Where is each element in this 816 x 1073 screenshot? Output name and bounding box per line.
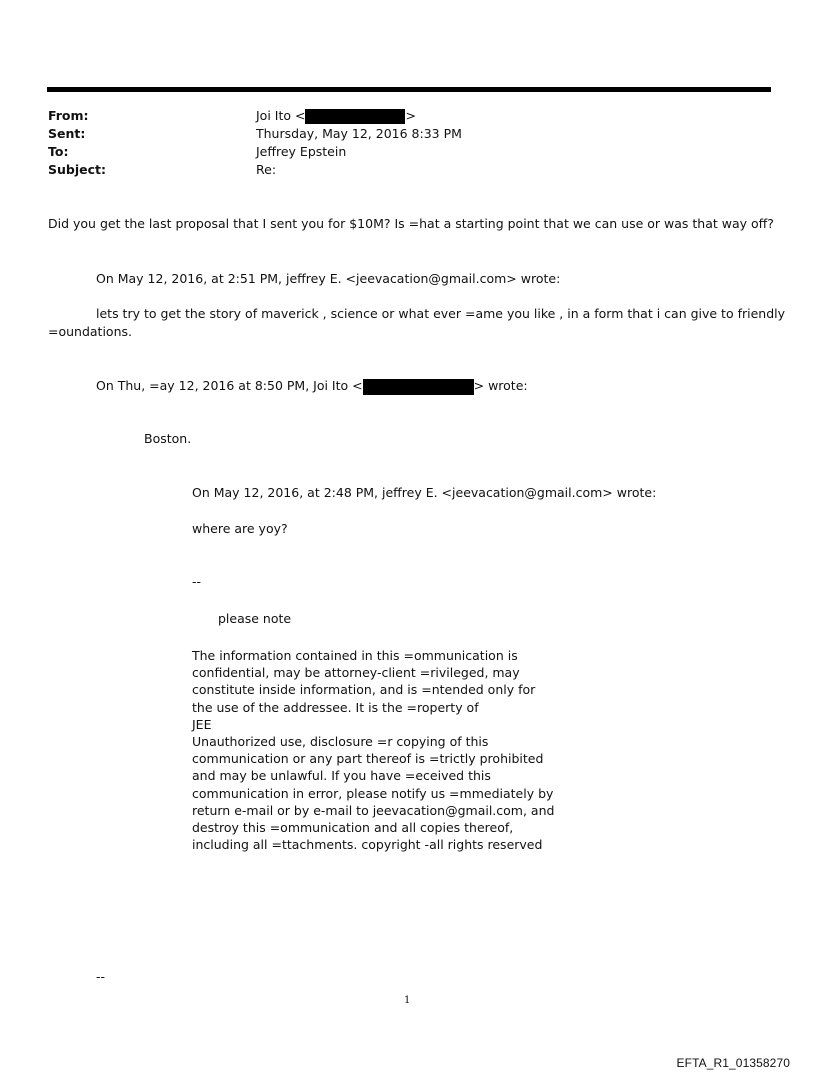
signature-separator: -- bbox=[192, 574, 202, 589]
disclaimer-line: including all =ttachments. copyright -all rights reserved bbox=[192, 837, 543, 853]
disclaimer-line: confidential, may be attorney-client =rivileged, may bbox=[192, 665, 520, 681]
please-note: please note bbox=[218, 611, 292, 626]
redaction-block bbox=[363, 379, 474, 395]
disclaimer-line: and may be unlawful. If you have =eceived this bbox=[192, 768, 491, 784]
bottom-separator: -- bbox=[96, 969, 106, 984]
header-rule bbox=[47, 87, 771, 92]
quote3-intro: On May 12, 2016, at 2:48 PM, jeffrey E. <jeevacation@gmail.com> wrote: bbox=[192, 485, 657, 500]
from-close: > bbox=[405, 108, 416, 123]
to-label: To: bbox=[48, 144, 69, 159]
disclaimer-line: constitute inside information, and is =ntended only for bbox=[192, 682, 536, 698]
quote1-text-wrap: =oundations. bbox=[48, 324, 132, 339]
from-label: From: bbox=[48, 108, 89, 123]
disclaimer-line: The information contained in this =ommunication is bbox=[192, 648, 518, 663]
document-id: EFTA_R1_01358270 bbox=[676, 1056, 790, 1070]
confidentiality-disclaimer bbox=[192, 647, 554, 853]
disclaimer-line: destroy this =ommunication and all copies thereof, bbox=[192, 820, 514, 836]
disclaimer-line: return e-mail or by e-mail to jeevacation@gmail.com, and bbox=[192, 802, 555, 818]
subject-value: Re: bbox=[256, 162, 277, 177]
quote1-text: lets try to get the story of maverick , science or what ever =ame you like , in a form that i can give to friendly bbox=[96, 306, 786, 321]
quote2-intro-end: > wrote: bbox=[473, 378, 528, 393]
body-line-1: Did you get the last proposal that I sent you for $10M? Is =hat a starting point that we can use or was that way off? bbox=[48, 216, 774, 231]
disclaimer-line: communication in error, please notify us =mmediately by bbox=[192, 785, 554, 801]
disclaimer-line: Unauthorized use, disclosure =r copying of this bbox=[192, 734, 489, 750]
quote2-intro-start: On Thu, =ay 12, 2016 at 8:50 PM, Joi Ito < bbox=[96, 378, 363, 393]
to-value: Jeffrey Epstein bbox=[256, 144, 347, 159]
subject-label: Subject: bbox=[48, 162, 106, 177]
disclaimer-line: communication or any part thereof is =trictly prohibited bbox=[192, 751, 544, 767]
page-number: 1 bbox=[404, 995, 411, 1006]
disclaimer-line: the use of the addressee. It is the =roperty of bbox=[192, 699, 479, 715]
quote2-text: Boston. bbox=[144, 431, 192, 446]
quote3-text: where are yoy? bbox=[192, 521, 288, 536]
quote1-intro: On May 12, 2016, at 2:51 PM, jeffrey E. <jeevacation@gmail.com> wrote: bbox=[96, 271, 561, 286]
sent-value: Thursday, May 12, 2016 8:33 PM bbox=[256, 126, 462, 141]
sent-label: Sent: bbox=[48, 126, 86, 141]
from-value bbox=[256, 107, 416, 125]
disclaimer-line: JEE bbox=[192, 716, 212, 732]
quote2-intro bbox=[96, 377, 528, 395]
redaction-block bbox=[305, 109, 405, 124]
from-name: Joi Ito < bbox=[256, 108, 306, 123]
